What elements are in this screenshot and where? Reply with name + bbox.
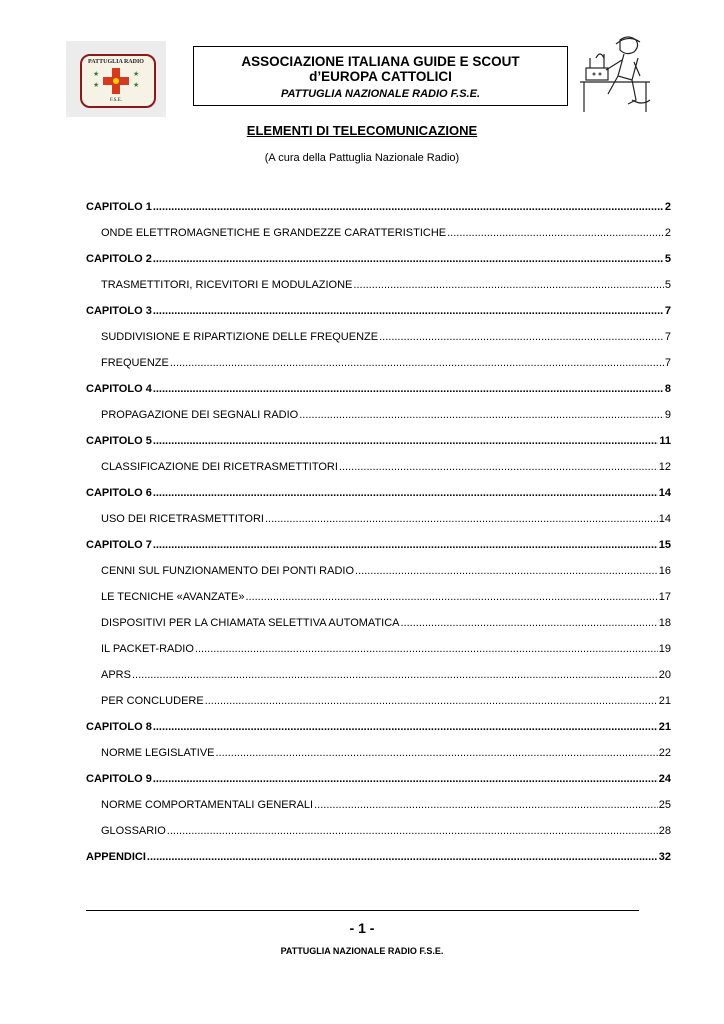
toc-entry-label: PROPAGAZIONE DEI SEGNALI RADIO bbox=[101, 409, 299, 421]
toc-section-entry[interactable] bbox=[86, 747, 671, 773]
toc-entry-label: APPENDICI bbox=[86, 851, 146, 863]
toc-entry-page: 25 bbox=[658, 799, 671, 811]
toc-dot-leader bbox=[245, 591, 657, 603]
toc-section-entry[interactable] bbox=[86, 825, 671, 851]
toc-entry-page: 14 bbox=[658, 487, 671, 499]
footer-text: PATTUGLIA NAZIONALE RADIO F.S.E. bbox=[280, 946, 444, 956]
toc-entry-page: 12 bbox=[658, 461, 671, 473]
toc-entry-page: 5 bbox=[664, 279, 671, 291]
toc-entry-page: 7 bbox=[664, 305, 671, 317]
toc-chapter-entry[interactable] bbox=[86, 539, 671, 565]
toc-entry-label: CAPITOLO 4 bbox=[86, 383, 152, 395]
toc-dot-leader bbox=[153, 773, 658, 785]
toc-entry-label: CAPITOLO 1 bbox=[86, 201, 152, 213]
document-title: ELEMENTI DI TELECOMUNICAZIONE bbox=[246, 123, 478, 138]
toc-dot-leader bbox=[195, 643, 658, 655]
toc-entry-label: CAPITOLO 6 bbox=[86, 487, 152, 499]
toc-entry-page: 28 bbox=[658, 825, 671, 837]
toc-section-entry[interactable] bbox=[86, 409, 671, 435]
toc-entry-page: 22 bbox=[658, 747, 671, 759]
toc-entry-page: 32 bbox=[658, 851, 671, 863]
toc-entry-page: 8 bbox=[664, 383, 671, 395]
table-of-contents bbox=[86, 201, 671, 877]
toc-dot-leader bbox=[153, 253, 664, 265]
toc-dot-leader bbox=[153, 435, 659, 447]
toc-section-entry[interactable] bbox=[86, 513, 671, 539]
toc-entry-page: 21 bbox=[658, 721, 671, 733]
svg-text:★: ★ bbox=[93, 82, 100, 89]
toc-entry-page: 24 bbox=[658, 773, 671, 785]
toc-dot-leader bbox=[216, 747, 658, 759]
toc-chapter-entry[interactable] bbox=[86, 435, 671, 461]
svg-text:★: ★ bbox=[133, 71, 140, 78]
toc-dot-leader bbox=[153, 539, 658, 551]
toc-dot-leader bbox=[153, 201, 664, 213]
toc-entry-page: 20 bbox=[658, 669, 671, 681]
toc-entry-label: CLASSIFICAZIONE DEI RICETRASMETTITORI bbox=[101, 461, 338, 473]
toc-dot-leader bbox=[379, 331, 664, 343]
toc-dot-leader bbox=[205, 695, 658, 707]
toc-entry-page: 7 bbox=[664, 331, 671, 343]
toc-entry-label: FREQUENZE bbox=[101, 357, 169, 369]
toc-entry-page: 9 bbox=[664, 409, 671, 421]
toc-chapter-entry[interactable] bbox=[86, 305, 671, 331]
header-title-box bbox=[193, 46, 568, 106]
toc-entry-label: LE TECNICHE «AVANZATE» bbox=[101, 591, 245, 603]
toc-entry-page: 16 bbox=[658, 565, 671, 577]
toc-dot-leader bbox=[353, 279, 663, 291]
toc-section-entry[interactable] bbox=[86, 279, 671, 305]
toc-entry-page: 17 bbox=[658, 591, 671, 603]
toc-entry-page: 11 bbox=[659, 435, 671, 447]
toc-section-entry[interactable] bbox=[86, 227, 671, 253]
toc-dot-leader bbox=[299, 409, 664, 421]
toc-entry-page: 15 bbox=[658, 539, 671, 551]
logo-emblem-icon bbox=[66, 41, 166, 117]
toc-dot-leader bbox=[355, 565, 658, 577]
toc-section-entry[interactable] bbox=[86, 461, 671, 487]
toc-dot-leader bbox=[147, 851, 658, 863]
toc-entry-label: USO DEI RICETRASMETTITORI bbox=[101, 513, 264, 525]
toc-entry-page: 2 bbox=[664, 201, 671, 213]
toc-dot-leader bbox=[401, 617, 658, 629]
toc-entry-label: CAPITOLO 7 bbox=[86, 539, 152, 551]
toc-chapter-entry[interactable] bbox=[86, 383, 671, 409]
toc-entry-label: CAPITOLO 3 bbox=[86, 305, 152, 317]
toc-dot-leader bbox=[339, 461, 658, 473]
toc-entry-label: IL PACKET-RADIO bbox=[101, 643, 194, 655]
toc-chapter-entry[interactable] bbox=[86, 201, 671, 227]
footer-divider bbox=[86, 910, 639, 911]
toc-dot-leader bbox=[265, 513, 658, 525]
toc-entry-page: 14 bbox=[658, 513, 671, 525]
toc-entry-label: TRASMETTITORI, RICEVITORI E MODULAZIONE bbox=[101, 279, 353, 291]
toc-section-entry[interactable] bbox=[86, 591, 671, 617]
toc-dot-leader bbox=[153, 305, 664, 317]
toc-entry-page: 19 bbox=[658, 643, 671, 655]
toc-dot-leader bbox=[153, 721, 658, 733]
toc-chapter-entry[interactable] bbox=[86, 851, 671, 877]
toc-entry-page: 21 bbox=[658, 695, 671, 707]
svg-text:★: ★ bbox=[93, 71, 100, 78]
toc-chapter-entry[interactable] bbox=[86, 253, 671, 279]
scout-radio-operator-illustration-icon bbox=[576, 30, 662, 120]
toc-dot-leader bbox=[314, 799, 658, 811]
toc-entry-page: 2 bbox=[664, 227, 671, 239]
toc-entry-page: 5 bbox=[664, 253, 671, 265]
toc-entry-label: CAPITOLO 5 bbox=[86, 435, 152, 447]
toc-section-entry[interactable] bbox=[86, 695, 671, 721]
toc-dot-leader bbox=[153, 487, 658, 499]
toc-entry-label: GLOSSARIO bbox=[101, 825, 166, 837]
logo-panel bbox=[66, 41, 166, 117]
toc-section-entry[interactable] bbox=[86, 643, 671, 669]
toc-entry-label: SUDDIVISIONE E RIPARTIZIONE DELLE FREQUENZE bbox=[101, 331, 379, 343]
toc-section-entry[interactable] bbox=[86, 617, 671, 643]
toc-chapter-entry[interactable] bbox=[86, 721, 671, 747]
toc-section-entry[interactable] bbox=[86, 565, 671, 591]
toc-section-entry[interactable] bbox=[86, 799, 671, 825]
toc-chapter-entry[interactable] bbox=[86, 773, 671, 799]
toc-dot-leader bbox=[167, 825, 658, 837]
toc-section-entry[interactable] bbox=[86, 669, 671, 695]
toc-dot-leader bbox=[153, 383, 664, 395]
toc-section-entry[interactable] bbox=[86, 357, 671, 383]
toc-entry-label: CAPITOLO 9 bbox=[86, 773, 152, 785]
toc-entry-label: APRS bbox=[101, 669, 131, 681]
logo-text-top: PATTUGLIA RADIO bbox=[88, 59, 144, 65]
toc-entry-label: CAPITOLO 2 bbox=[86, 253, 152, 265]
toc-entry-page: 7 bbox=[664, 357, 671, 369]
toc-entry-label: CAPITOLO 8 bbox=[86, 721, 152, 733]
toc-section-entry[interactable] bbox=[86, 331, 671, 357]
svg-text:★: ★ bbox=[133, 82, 140, 89]
toc-entry-label: DISPOSITIVI PER LA CHIAMATA SELETTIVA AUTOMATICA bbox=[101, 617, 400, 629]
toc-dot-leader bbox=[170, 357, 664, 369]
toc-chapter-entry[interactable] bbox=[86, 487, 671, 513]
toc-dot-leader bbox=[132, 669, 658, 681]
patrol-name: PATTUGLIA NAZIONALE RADIO F.S.E. bbox=[280, 88, 480, 100]
toc-entry-page: 18 bbox=[658, 617, 671, 629]
toc-entry-label: NORME LEGISLATIVE bbox=[101, 747, 215, 759]
toc-entry-label: CENNI SUL FUNZIONAMENTO DEI PONTI RADIO bbox=[101, 565, 355, 577]
document-subtitle: (A cura della Pattuglia Nazionale Radio) bbox=[264, 152, 460, 164]
toc-dot-leader bbox=[447, 227, 664, 239]
toc-entry-label: PER CONCLUDERE bbox=[101, 695, 204, 707]
toc-entry-label: ONDE ELETTROMAGNETICHE E GRANDEZZE CARATTERISTICHE bbox=[101, 227, 447, 239]
org-name-line1: ASSOCIAZIONE ITALIANA GUIDE E SCOUT bbox=[241, 54, 520, 69]
toc-entry-label: NORME COMPORTAMENTALI GENERALI bbox=[101, 799, 314, 811]
org-name-line2: d’EUROPA CATTOLICI bbox=[309, 69, 452, 84]
page-number: - 1 - bbox=[349, 920, 375, 936]
logo-text-bottom: F.S.E. bbox=[110, 98, 122, 103]
